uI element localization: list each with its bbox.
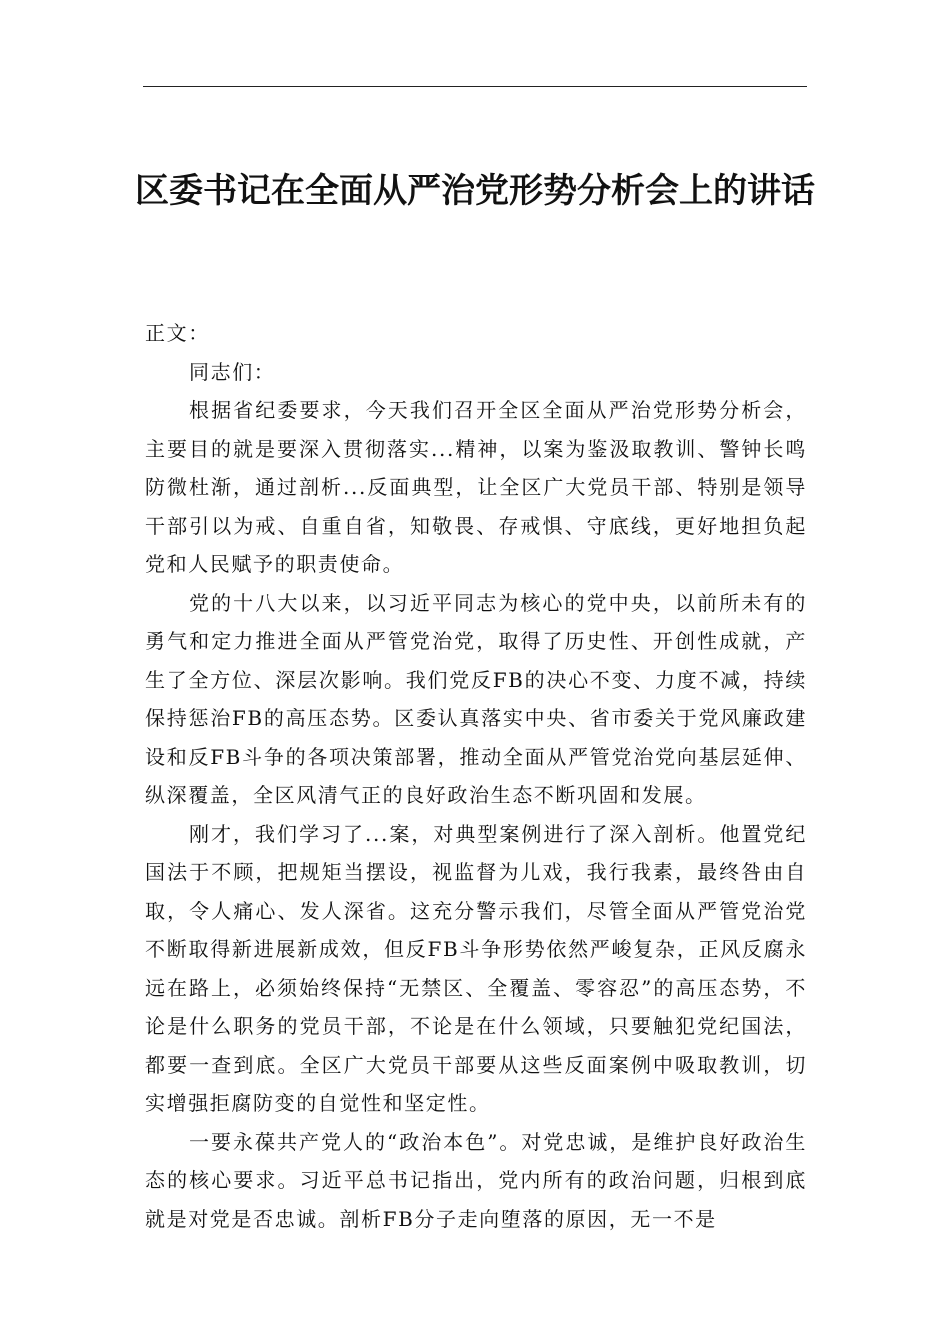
paragraph: 刚才，我们学习了...案，对典型案例进行了深入剖析。他置党纪国法于不顾，把规矩当摆设，视监督为儿戏，我行我素，最终咎由自取，令人痛心、发人深省。这充分警示我们，尽管全面从严管党治党不断取得新进展新成效，但反FB斗争形势依然严峻复杂，正风反腐永远在路上，必须始终保持“无禁区、全覆盖、零容忍”的高压态势，不论是什么职务的党员干部，不论是在什么领域，只要触犯党纪国法，都要一查到底。全区广大党员干部要从这些反面案例中吸取教训，切实增强拒腐防变的自觉性和坚定性。 [145, 821, 807, 1115]
paragraph: 党的十八大以来，以习近平同志为核心的党中央，以前所未有的勇气和定力推进全面从严管党治党，取得了历史性、开创性成就，产生了全方位、深层次影响。我们党反FB的决心不变、力度不减，持续保持惩治FB的高压态势。区委认真落实中央、省市委关于党风廉政建设和反FB斗争的各项决策部署，推动全面从严管党治党向基层延伸、纵深覆盖，全区风清气正的良好政治生态不断巩固和发展。 [145, 590, 807, 807]
header-rule [143, 86, 807, 87]
paragraph: 根据省纪委要求，今天我们召开全区全面从严治党形势分析会，主要目的就是要深入贯彻落实...精神，以案为鉴汲取教训、警钟长鸣防微杜渐，通过剖析...反面典型，让全区广大党员干部、特别是领导干部引以为戒、自重自省，知敬畏、存戒惧、守底线，更好地担负起党和人民赋予的职责使命。 [145, 398, 807, 576]
salutation: 同志们： [189, 359, 276, 384]
document-body [145, 314, 807, 1238]
paragraph: 一要永葆共产党人的“政治本色”。对党忠诚，是维护良好政治生态的核心要求。习近平总书记指出，党内所有的政治问题，归根到底就是对党是否忠诚。剖析FB分子走向堕落的原因，无一不是 [145, 1129, 807, 1231]
body-label: 正文： [145, 321, 210, 345]
document-title: 区委书记在全面从严治党形势分析会上的讲话 [135, 171, 815, 211]
